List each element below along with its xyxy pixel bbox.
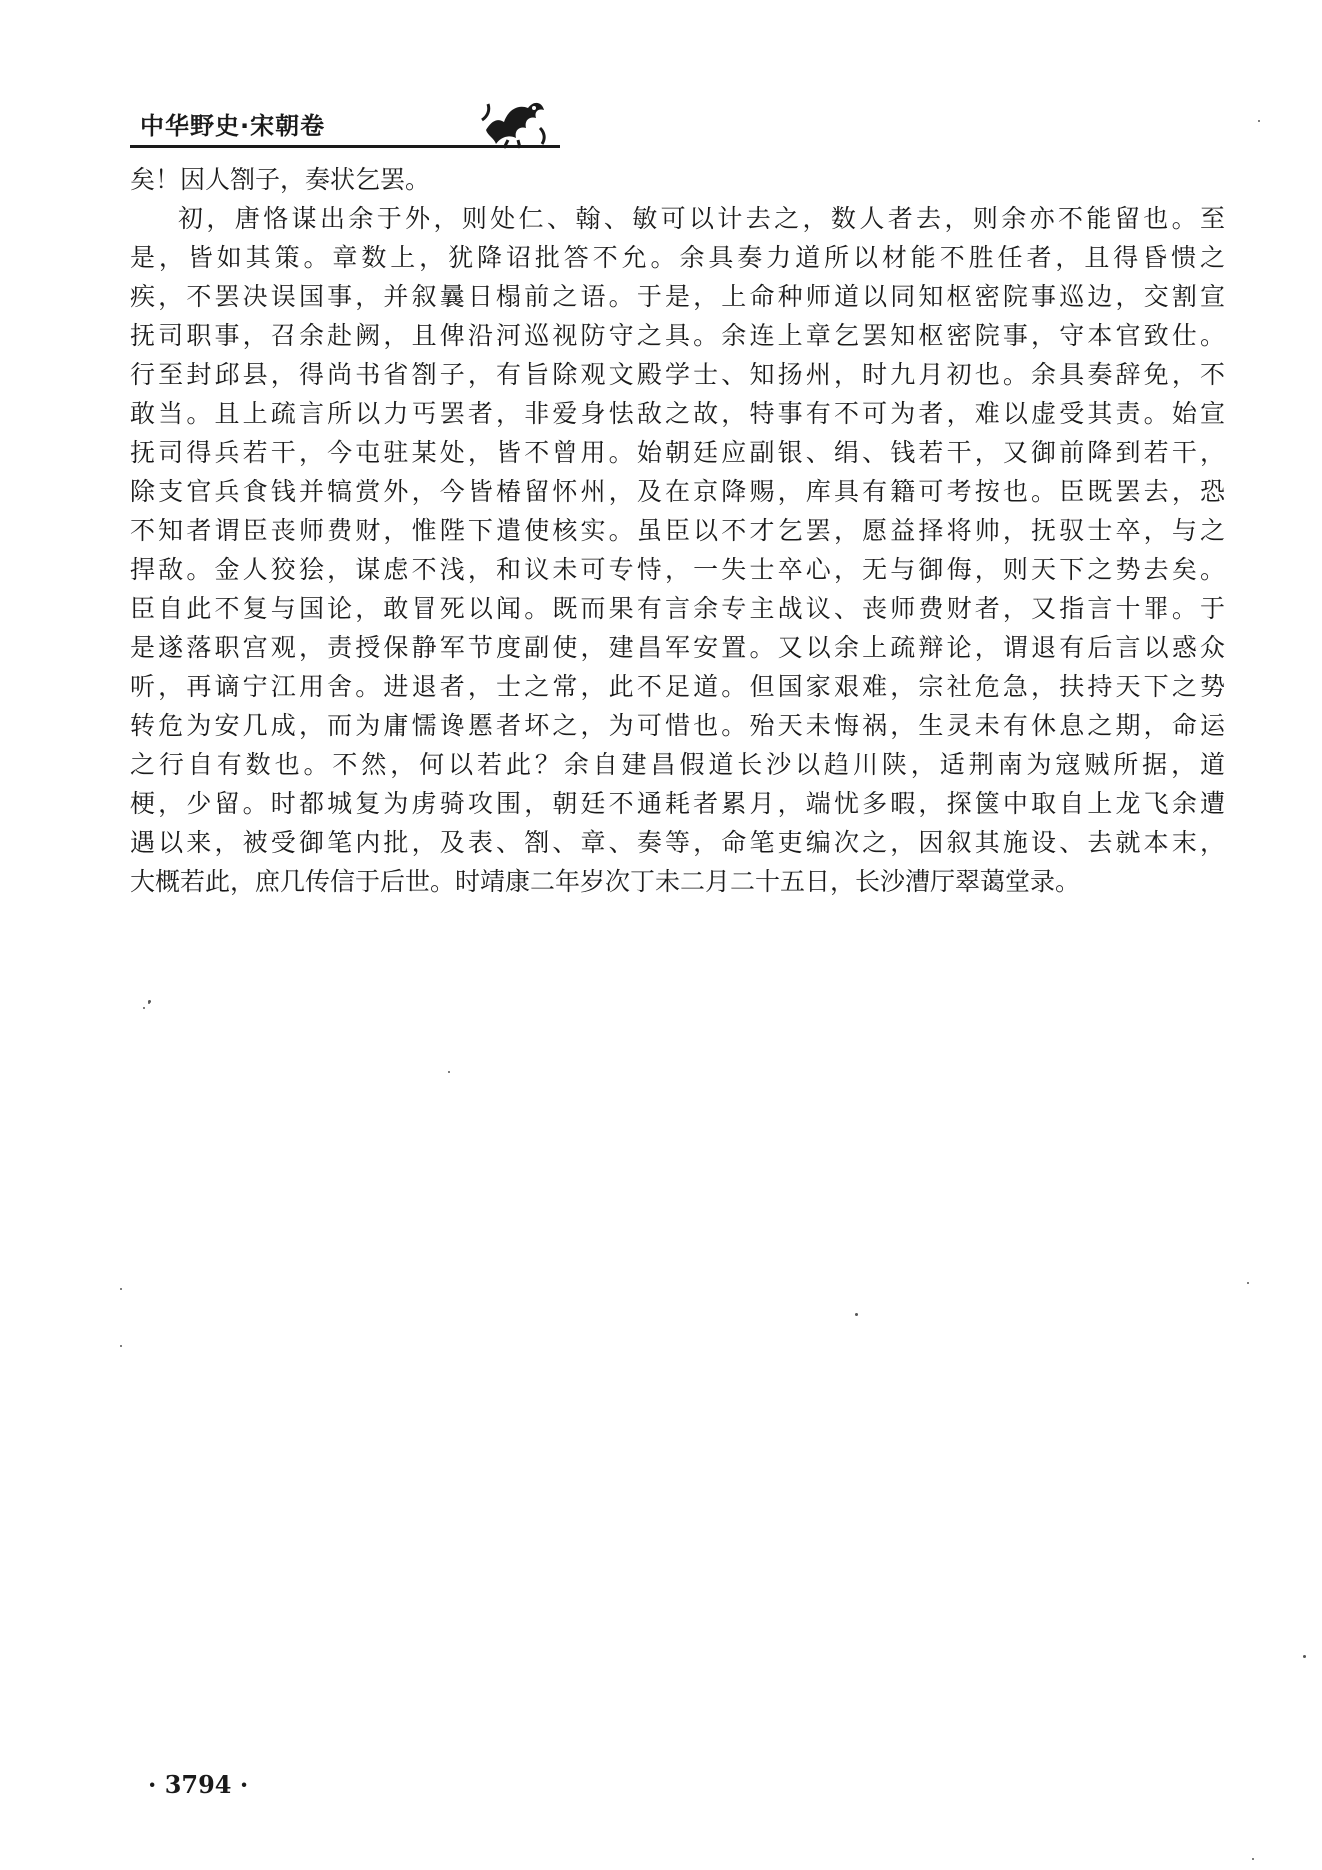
text-line: 捍敌。金人狡狯，谋虑不浅，和议未可专恃，一失士卒心，无与御侮，则天下之势去矣。: [130, 555, 1225, 584]
text-line: 听，再谪宁江用舍。进退者，士之常，此不足道。但国家艰难，宗社危急，扶持天下之势: [130, 672, 1225, 701]
scan-speck: [1258, 120, 1260, 122]
text-line: 转危为安几成，而为庸懦谗慝者坏之，为可惜也。殆天未悔祸，生灵未有休息之期，命运: [130, 711, 1225, 740]
header-rule: [130, 145, 560, 148]
text-line: 是，皆如其策。章数上，犹降诏批答不允。余具奏力道所以材能不胜任者，且得昏愦之: [130, 243, 1225, 272]
body-text: [130, 160, 1225, 901]
scan-speck: [1252, 1858, 1254, 1860]
text-line: 之行自有数也。不然，何以若此？余自建昌假道长沙以趋川陕，适荆南为寇贼所据，道: [130, 750, 1225, 779]
scan-speck: [855, 1313, 858, 1316]
scan-speck: [1247, 1282, 1249, 1284]
text-line: 梗，少留。时都城复为虏骑攻围，朝廷不通耗者累月，端忧多暇，探箧中取自上龙飞余遭: [130, 789, 1225, 818]
page-number: · 3794 ·: [148, 1770, 249, 1799]
scan-speck: [148, 1002, 150, 1004]
dragon-emblem-icon: [478, 90, 548, 150]
text-line: 疾，不罢决误国事，并叙曩日榻前之语。于是，上命种师道以同知枢密院事巡边，交割宣: [130, 282, 1225, 311]
book-title: 中华野史·宋朝卷: [140, 112, 326, 140]
scan-speck: [120, 1288, 122, 1290]
text-line: 臣自此不复与国论，敢冒死以闻。既而果有言余专主战议、丧师费财者，又指言十罪。于: [130, 594, 1225, 623]
text-line: 初，唐恪谋出余于外，则处仁、翰、敏可以计去之，数人者去，则余亦不能留也。至: [178, 204, 1225, 233]
text-line: 抚司得兵若干，今屯驻某处，皆不曾用。始朝廷应副银、绢、钱若干，又御前降到若干，: [130, 438, 1225, 467]
text-line: 不知者谓臣丧师费财，惟陛下遣使核实。虽臣以不才乞罢，愿益择将帅，抚驭士卒，与之: [130, 516, 1225, 545]
scan-speck: [120, 1345, 122, 1347]
scan-speck: [1303, 1655, 1306, 1658]
text-line: 矣！因人劄子，奏状乞罢。: [130, 165, 431, 194]
text-line: 行至封邱县，得尚书省劄子，有旨除观文殿学士、知扬州，时九月初也。余具奏辞免，不: [130, 360, 1225, 389]
text-line: 敢当。且上疏言所以力丐罢者，非爱身怯敌之故，特事有不可为者，难以虚受其责。始宣: [130, 399, 1225, 428]
text-line: 是遂落职宫观，责授保静军节度副使，建昌军安置。又以余上疏辩论，谓退有后言以惑众: [130, 633, 1225, 662]
running-header: [130, 100, 560, 156]
text-line: 大概若此，庶几传信于后世。时靖康二年岁次丁未二月二十五日，长沙漕厅翠蔼堂录。: [130, 867, 1081, 896]
scan-speck: [143, 1007, 145, 1009]
text-line: 遇以来，被受御笔内批，及表、劄、章、奏等，命笔吏编次之，因叙其施设、去就本末，: [130, 828, 1225, 857]
scan-speck: [448, 1071, 450, 1073]
text-line: 除支官兵食钱并犒赏外，今皆椿留怀州，及在京降赐，库具有籍可考按也。臣既罢去，恐: [130, 477, 1225, 506]
text-line: 抚司职事，召余赴阙，且俾沿河巡视防守之具。余连上章乞罢知枢密院事，守本官致仕。: [130, 321, 1225, 350]
